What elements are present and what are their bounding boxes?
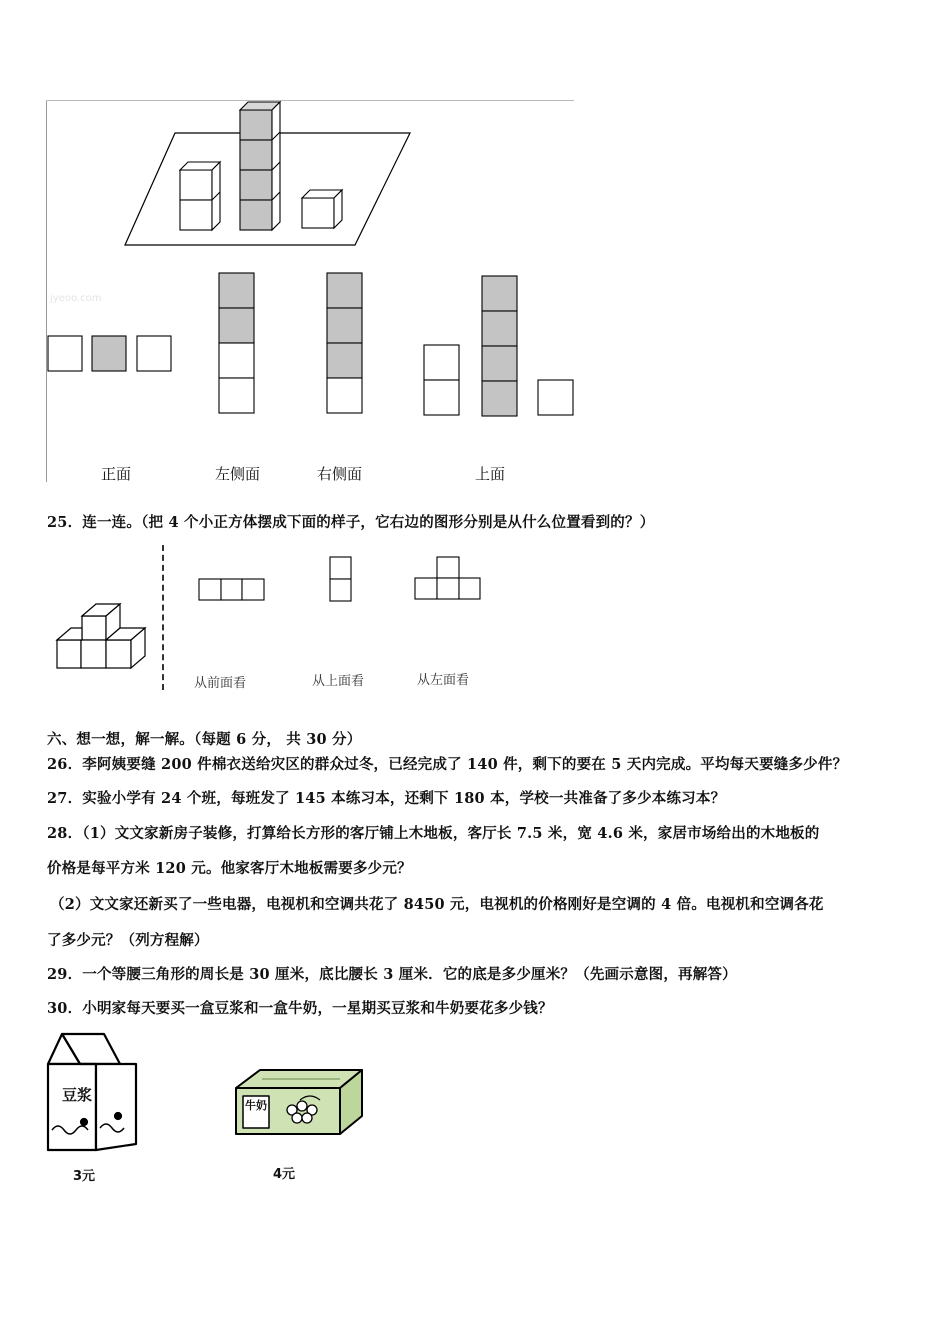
label-front: 正面 xyxy=(101,465,132,483)
label-top: 上面 xyxy=(475,465,506,483)
front-square-1 xyxy=(48,336,82,371)
soy-carton-label: 豆浆 xyxy=(62,1086,93,1104)
label-right-side: 右侧面 xyxy=(317,465,363,483)
dashed-divider xyxy=(162,545,164,690)
milk-box-label: 牛奶 xyxy=(245,1099,267,1112)
question-28-part1-line1: 28．（1）文文家新房子装修，打算给长方形的客厅铺上木地板，客厅长 7.5 米，宽 4.6 米，家居市场给出的木地板的 xyxy=(47,825,820,842)
section-6-heading: 六、想一想，解一解。（每题 6 分， 共 30 分） xyxy=(47,731,362,748)
label-from-left: 从左面看 xyxy=(417,673,470,688)
question-28-part2-line2: 了多少元？（列方程解） xyxy=(47,932,209,949)
milk-price: 4元 xyxy=(273,1167,296,1182)
soy-price: 3元 xyxy=(73,1169,96,1184)
question-26: 26．李阿姨要缝 200 件棉衣送给灾区的群众过冬，已经完成了 140 件，剩下的要在 5 天内完成。平均每天要缝多少件？ xyxy=(47,756,848,773)
front-square-2 xyxy=(92,336,126,371)
label-from-top: 从上面看 xyxy=(312,674,365,689)
front-square-3 xyxy=(137,336,171,371)
question-27: 27．实验小学有 24 个班，每班发了 145 本练习本，还剩下 180 本，学校一共准备了多少本练习本？ xyxy=(47,790,726,807)
label-from-front: 从前面看 xyxy=(194,676,247,691)
question-28-part1-line2: 价格是每平方米 120 元。他家客厅木地板需要多少元？ xyxy=(47,860,412,877)
watermark: jyeoo.com xyxy=(50,293,102,304)
question-25: 25．连一连。（把 4 个小正方体摆成下面的样子，它右边的图形分别是从什么位置看到的？） xyxy=(47,514,655,531)
question-28-part2-line1: （2）文文家还新买了一些电器，电视机和空调共花了 8450 元，电视机的价格刚好是空调的 4 倍。电视机和空调各花 xyxy=(50,896,824,913)
question-30: 30．小明家每天要买一盒豆浆和一盒牛奶，一星期买豆浆和牛奶要花多少钱？ xyxy=(47,1000,553,1017)
milk-box xyxy=(0,0,140,80)
label-left-side: 左侧面 xyxy=(215,465,261,483)
question-29: 29．一个等腰三角形的周长是 30 厘米，底比腰长 3 厘米．它的底是多少厘米？（先画示意图，再解答） xyxy=(47,966,737,983)
